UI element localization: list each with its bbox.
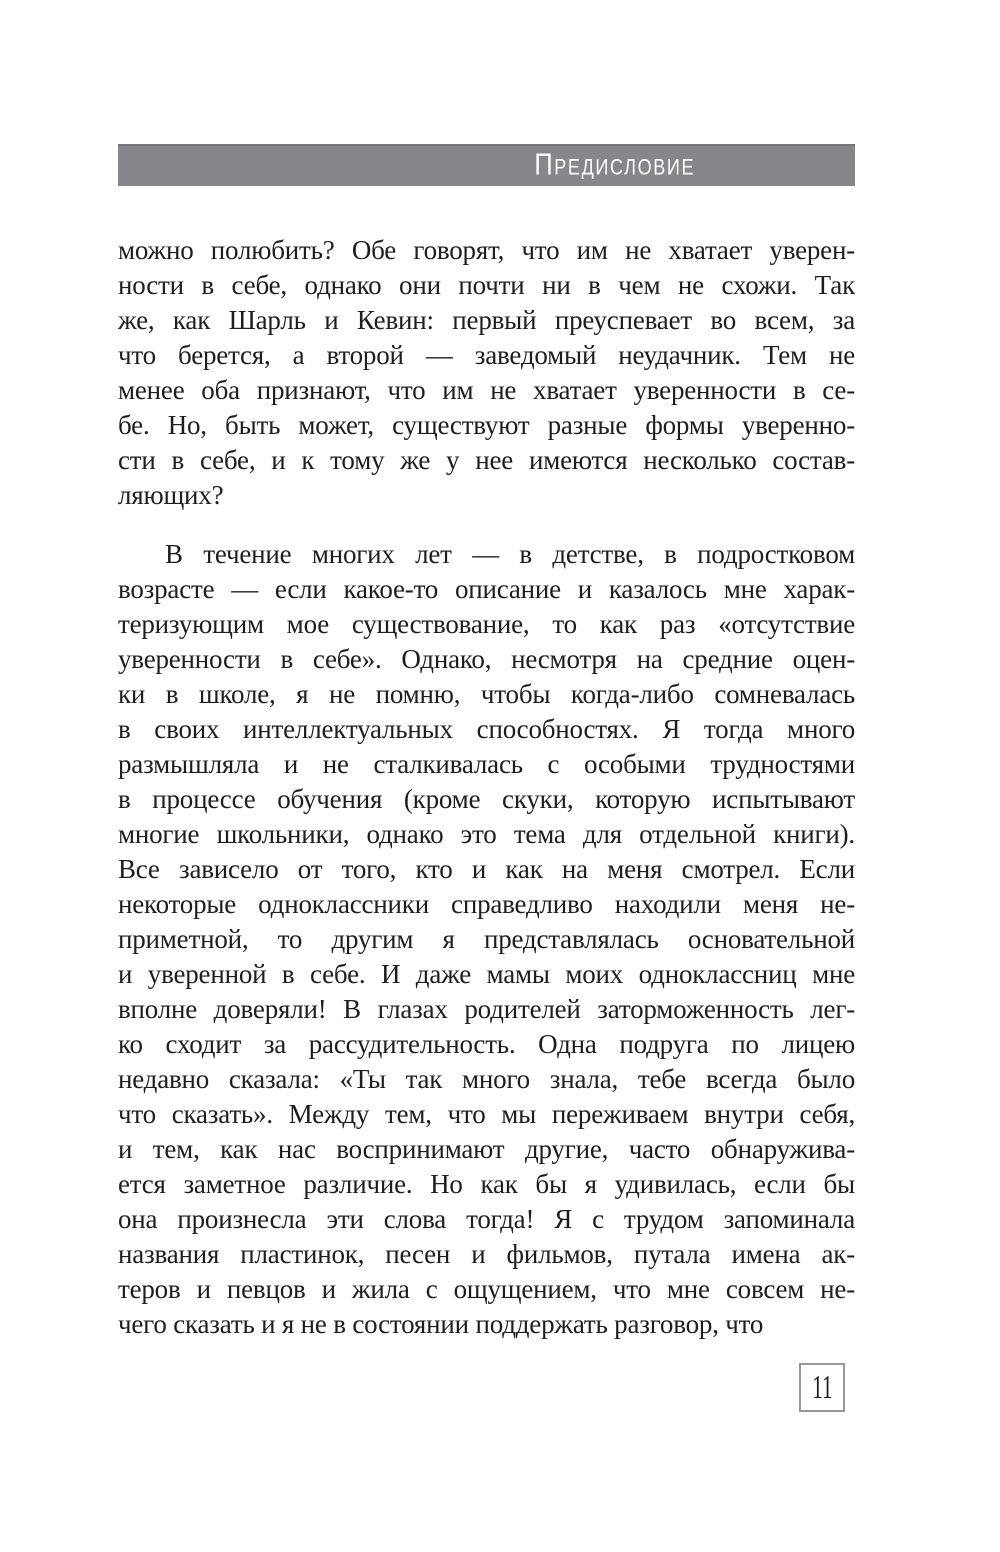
- page-number: 11: [811, 1368, 833, 1406]
- text-line: вполне доверяли! В глазах родителей заторможенность лег-: [118, 994, 855, 1024]
- text-line: же, как Шарль и Кевин: первый преуспевает во всем, за: [118, 305, 855, 335]
- text-line: ется заметное различие. Но как бы я удивилась, если бы: [118, 1169, 855, 1199]
- text-line: ко сходит за рассудительность. Одна подруга по лицею: [118, 1029, 855, 1059]
- text-line: в своих интеллектуальных способностях. Я тогда много: [118, 714, 855, 744]
- text-line: менее оба признают, что им не хватает уверенности в се-: [118, 375, 855, 405]
- paragraph: [118, 233, 855, 513]
- text-line: многие школьники, однако это тема для отдельной книги).: [118, 819, 855, 849]
- text-line: и тем, как нас воспринимают другие, часто обнаружива-: [118, 1134, 855, 1164]
- text-line: теров и певцов и жила с ощущением, что мне совсем не-: [118, 1274, 855, 1304]
- text-line: в процессе обучения (кроме скуки, которую испытывают: [118, 784, 855, 814]
- text-line: и уверенной в себе. И даже мамы моих одноклассниц мне: [118, 959, 855, 989]
- text-line: бе. Но, быть может, существуют разные формы уверенно-: [118, 410, 855, 440]
- text-line: недавно сказала: «Ты так много знала, тебе всегда было: [118, 1064, 855, 1094]
- chapter-title: Предисловие: [534, 146, 695, 182]
- text-line: размышляла и не сталкивалась с особыми трудностями: [118, 749, 855, 779]
- text-line: она произнесла эти слова тогда! Я с трудом запоминала: [118, 1204, 855, 1234]
- text-line: ности в себе, однако они почти ни в чем не схожи. Так: [118, 270, 855, 300]
- page-number-box: [799, 1363, 845, 1412]
- text-line: что берется, а второй — заведомый неудачник. Тем не: [118, 340, 855, 370]
- text-line: названия пластинок, песен и фильмов, путала имена ак-: [118, 1239, 855, 1269]
- text-line: ки в школе, я не помню, чтобы когда-либо сомневалась: [118, 679, 855, 709]
- text-line: уверенности в себе». Однако, несмотря на средние оцен-: [118, 644, 855, 674]
- text-line: некоторые одноклассники справедливо находили меня не-: [118, 889, 855, 919]
- text-line: Все зависело от того, кто и как на меня смотрел. Если: [118, 854, 855, 884]
- chapter-header-bar: [118, 144, 855, 186]
- text-line: сти в себе, и к тому же у нее имеются несколько состав-: [118, 445, 855, 475]
- text-line: теризующим мое существование, то как раз «отсутствие: [118, 609, 855, 639]
- text-line: чего сказать и я не в состоянии поддержать разговор, что: [118, 1309, 764, 1339]
- text-line: что сказать». Между тем, что мы переживаем внутри себя,: [118, 1099, 855, 1129]
- text-line: В течение многих лет — в детстве, в подростковом: [165, 539, 855, 569]
- text-body: [118, 233, 855, 1342]
- paragraph: [118, 537, 855, 1342]
- text-line: ляющих?: [118, 480, 224, 510]
- text-line: возрасте — если какое-то описание и казалось мне харак-: [118, 574, 855, 604]
- text-line: приметной, то другим я представлялась основательной: [118, 924, 855, 954]
- text-line: можно полюбить? Обе говорят, что им не хватает уверен-: [118, 235, 855, 265]
